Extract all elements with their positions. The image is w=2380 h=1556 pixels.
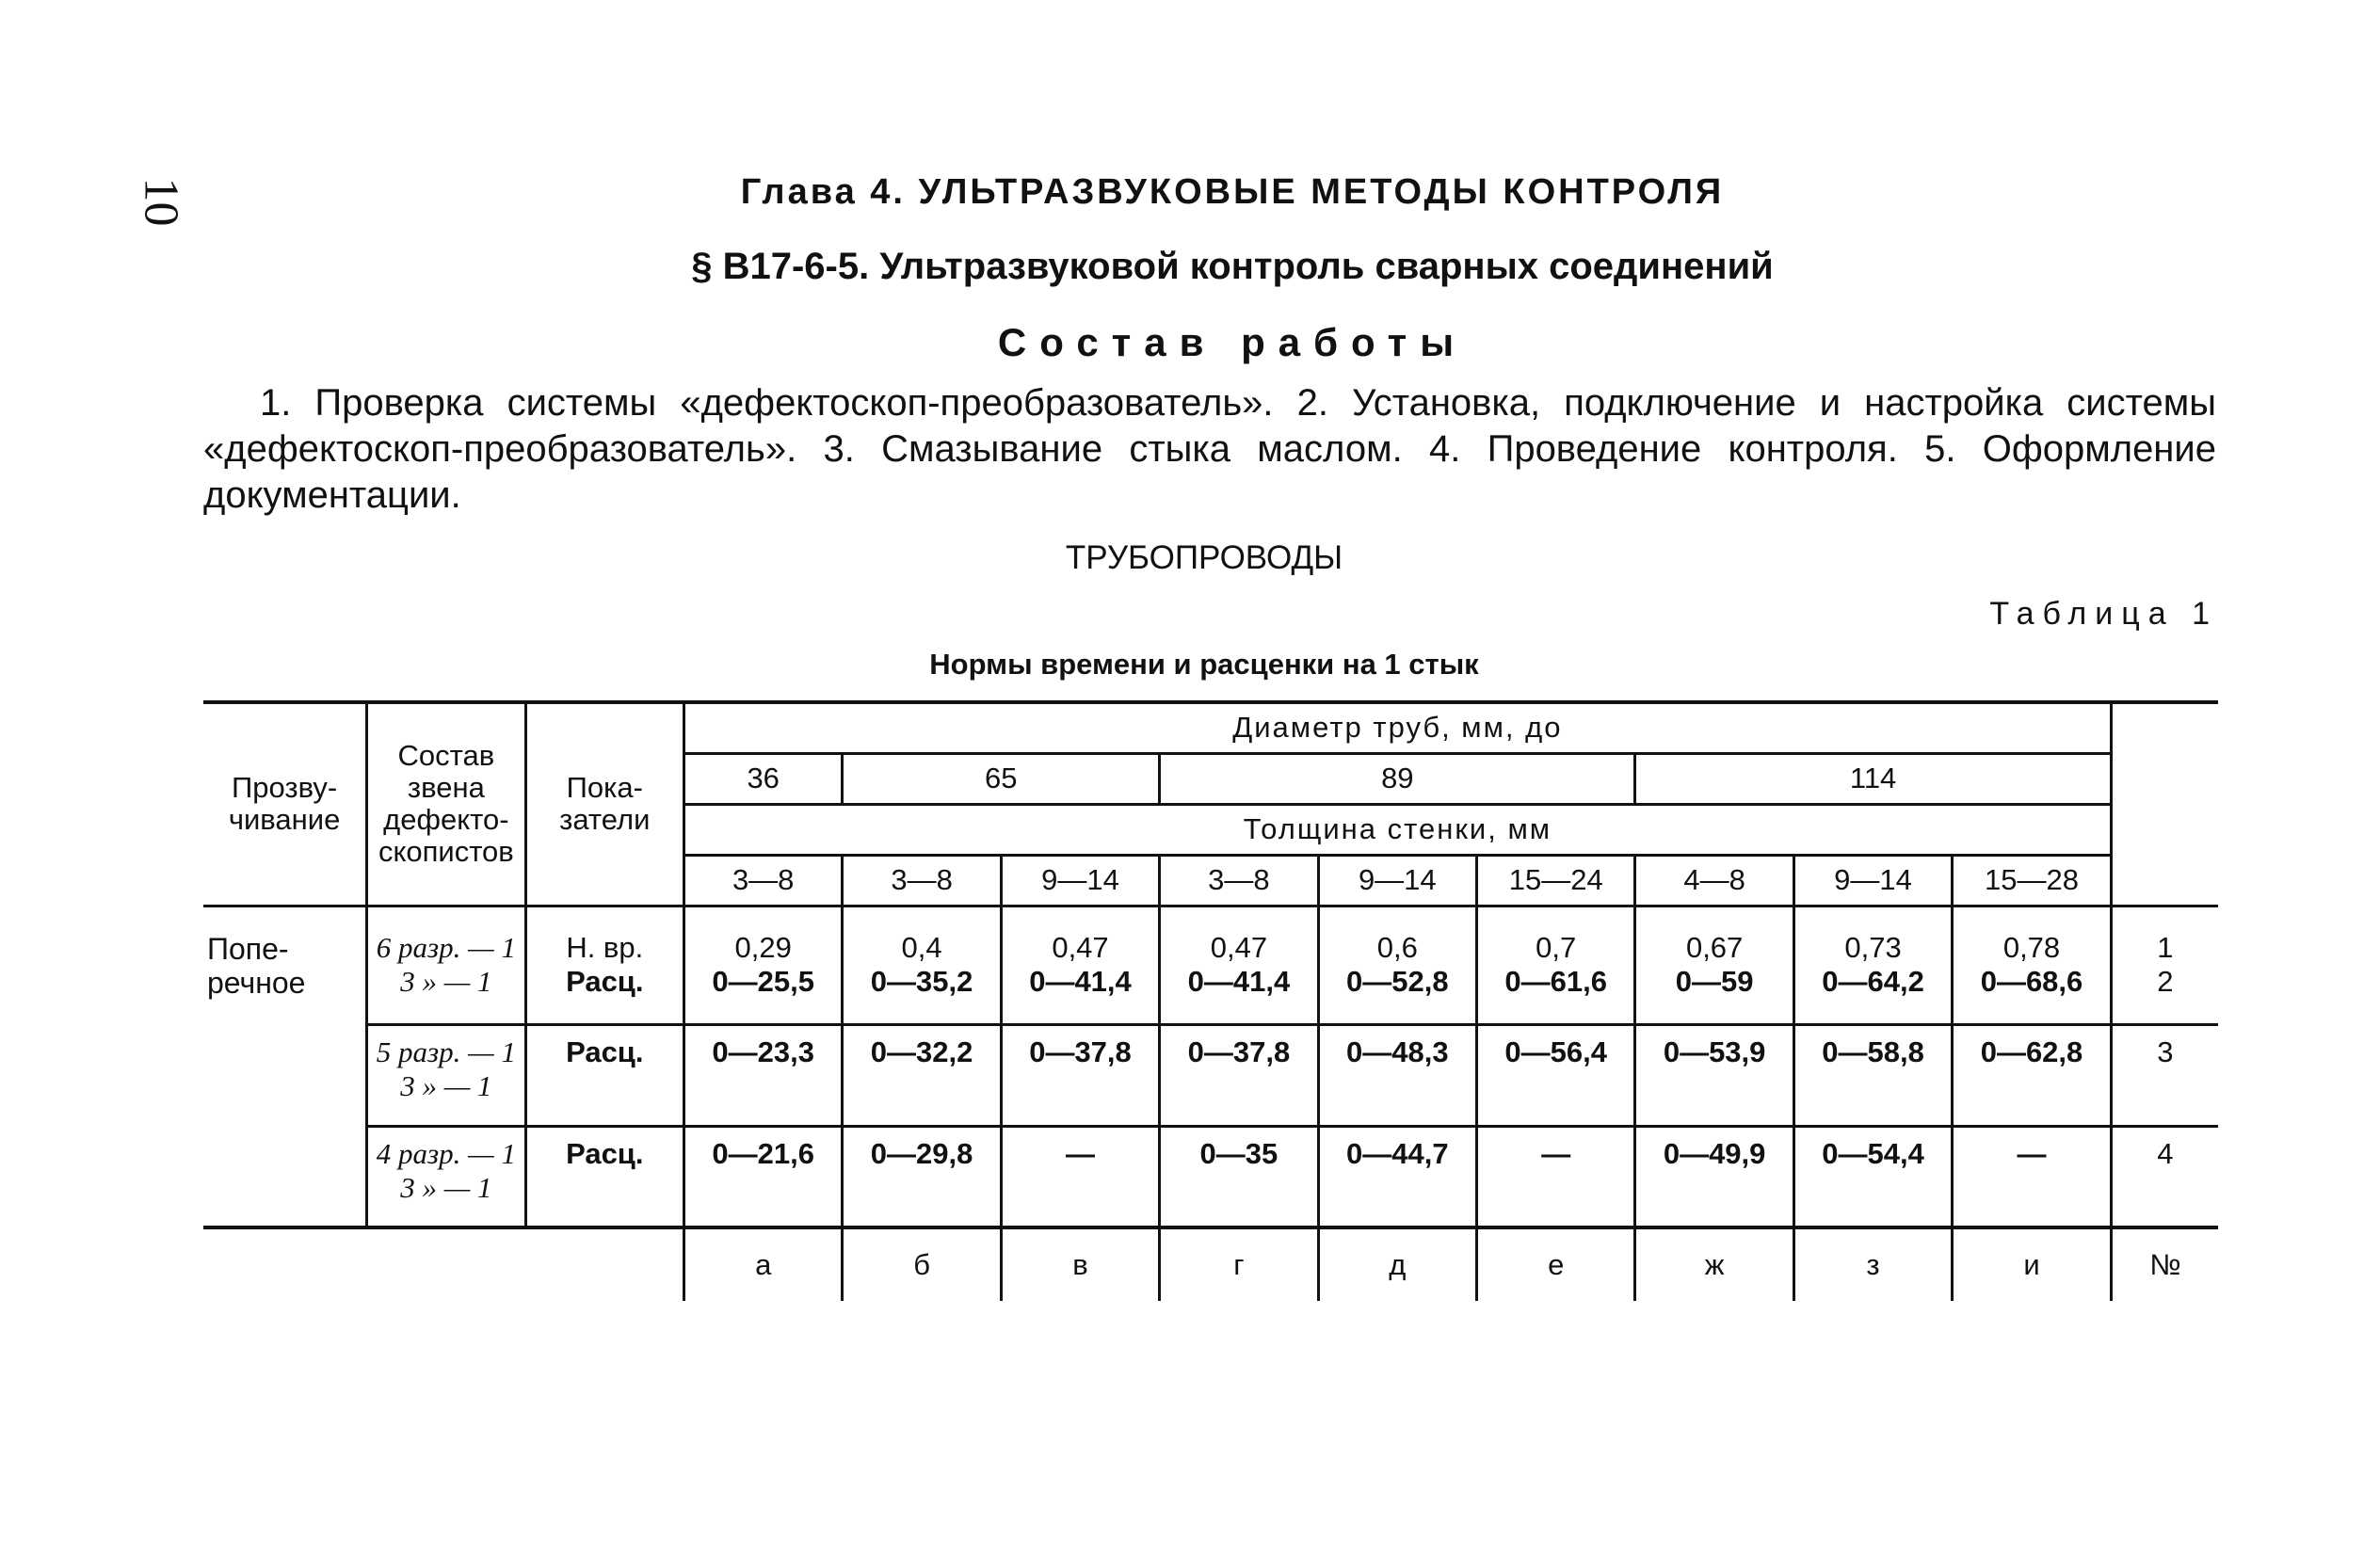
diameter-65: 65 bbox=[843, 753, 1160, 804]
value-cell bbox=[683, 906, 842, 1024]
column-letter: б bbox=[843, 1227, 1001, 1301]
time-value: 0,7 bbox=[1536, 931, 1577, 964]
rate-value: 0—62,8 bbox=[1953, 1024, 2112, 1126]
chapter-heading: Глава 4. УЛЬТРАЗВУКОВЫЕ МЕТОДЫ КОНТРОЛЯ bbox=[740, 172, 1725, 212]
table-row bbox=[203, 1024, 2218, 1126]
rate-value: 0—49,9 bbox=[1635, 1126, 1793, 1227]
diameter-header: Диаметр труб, мм, до bbox=[683, 702, 2111, 753]
diameter-89: 89 bbox=[1160, 753, 1635, 804]
rate-value: 0—59 bbox=[1675, 965, 1754, 998]
thickness-a: 3—8 bbox=[683, 855, 842, 906]
column-letter: в bbox=[1001, 1227, 1159, 1301]
letters-blank bbox=[367, 1227, 525, 1301]
rate-value: 0—32,2 bbox=[843, 1024, 1001, 1126]
rate-value: 0—35,2 bbox=[870, 965, 973, 998]
time-value: 0,47 bbox=[1210, 931, 1268, 964]
thickness-e: 9—14 bbox=[1318, 855, 1476, 906]
time-value: 0,6 bbox=[1376, 931, 1418, 964]
indicator-cell bbox=[525, 906, 683, 1024]
rate-value: 0—35 bbox=[1160, 1126, 1318, 1227]
norms-table bbox=[203, 700, 2218, 1301]
rate-value: 0—53,9 bbox=[1635, 1024, 1793, 1126]
letters-blank bbox=[525, 1227, 683, 1301]
column-letter: г bbox=[1160, 1227, 1318, 1301]
value-cell bbox=[1160, 906, 1318, 1024]
table-caption: Нормы времени и расценки на 1 стык bbox=[929, 648, 1479, 681]
rate-value: 0—29,8 bbox=[843, 1126, 1001, 1227]
thickness-f: 15—24 bbox=[1477, 855, 1635, 906]
column-letter: ж bbox=[1635, 1227, 1793, 1301]
sounding-cell bbox=[203, 906, 367, 1227]
letters-blank bbox=[203, 1227, 367, 1301]
table-row bbox=[203, 906, 2218, 1024]
time-value: 0,78 bbox=[2002, 931, 2061, 964]
indicator-cell: Расц. bbox=[525, 1024, 683, 1126]
pipelines-subheading: ТРУБОПРОВОДЫ bbox=[1065, 539, 1343, 576]
indicator-cell: Расц. bbox=[525, 1126, 683, 1227]
sounding-value: Попе-речное bbox=[207, 931, 306, 1000]
crew-line: 3 » — 1 bbox=[400, 965, 492, 998]
thickness-d: 3—8 bbox=[1160, 855, 1318, 906]
time-value: 0,47 bbox=[1052, 931, 1109, 964]
crew-line: 3 » — 1 bbox=[400, 1170, 492, 1204]
number-symbol: № bbox=[2111, 1227, 2218, 1301]
col-header-indicators bbox=[525, 702, 683, 906]
row-number: 1 bbox=[2157, 931, 2174, 964]
time-value: 0,67 bbox=[1685, 931, 1744, 964]
column-letter: д bbox=[1318, 1227, 1476, 1301]
col-header-sounding-text: Прозву-чивание bbox=[228, 771, 341, 837]
crew-line: 3 » — 1 bbox=[400, 1068, 492, 1102]
rate-value: 0—54,4 bbox=[1793, 1126, 1952, 1227]
section-heading: § В17-6-5. Ультразвуковой контроль сварных соединений bbox=[691, 246, 1774, 287]
table-label: Таблица 1 bbox=[1989, 596, 2218, 632]
table-row bbox=[203, 1126, 2218, 1227]
crew-cell bbox=[367, 906, 525, 1024]
diameter-114: 114 bbox=[1635, 753, 2111, 804]
col-header-indicators-text: Пока-затели bbox=[559, 771, 651, 837]
rate-value: 0—23,3 bbox=[683, 1024, 842, 1126]
rate-value: 0—37,8 bbox=[1160, 1024, 1318, 1126]
column-letter: и bbox=[1953, 1227, 2112, 1301]
time-value: 0,29 bbox=[734, 931, 792, 964]
crew-line: 5 разр. — 1 bbox=[376, 1035, 516, 1068]
col-header-sounding bbox=[203, 702, 367, 906]
diameter-36: 36 bbox=[683, 753, 842, 804]
value-cell bbox=[1793, 906, 1952, 1024]
rate-value: 0—21,6 bbox=[683, 1126, 842, 1227]
thickness-b: 3—8 bbox=[843, 855, 1001, 906]
rate-value: — bbox=[1953, 1126, 2112, 1227]
value-cell bbox=[1001, 906, 1159, 1024]
crew-line: 6 разр. — 1 bbox=[376, 931, 516, 964]
time-value: 0,73 bbox=[1844, 931, 1902, 964]
rate-value: 0—44,7 bbox=[1318, 1126, 1476, 1227]
rate-value: 0—56,4 bbox=[1477, 1024, 1635, 1126]
thickness-h: 9—14 bbox=[1793, 855, 1952, 906]
indicator-rate: Расц. bbox=[566, 965, 644, 998]
row-number-cell: 4 bbox=[2111, 1126, 2218, 1227]
row-number: 2 bbox=[2157, 965, 2174, 998]
row-number-cell: 3 bbox=[2111, 1024, 2218, 1126]
value-cell bbox=[1953, 906, 2112, 1024]
crew-cell bbox=[367, 1126, 525, 1227]
work-composition-text: 1. Проверка системы «дефектоскоп-преобразователь». 2. Установка, подключение и настройка системы «дефектоскоп-преобразователь». 3. Смазывание стыка маслом. 4. Проведение контроля. 5. Оформление документации. bbox=[203, 382, 2216, 516]
col-header-crew bbox=[367, 702, 525, 906]
value-cell bbox=[1318, 906, 1476, 1024]
rate-value: 0—41,4 bbox=[1029, 965, 1132, 998]
rate-value: 0—68,6 bbox=[1980, 965, 2083, 998]
value-cell bbox=[843, 906, 1001, 1024]
indicator-time: Н. вр. bbox=[566, 931, 644, 964]
thickness-i: 15—28 bbox=[1953, 855, 2112, 906]
value-cell bbox=[1635, 906, 1793, 1024]
rate-value: 0—48,3 bbox=[1318, 1024, 1476, 1126]
rate-value: 0—41,4 bbox=[1187, 965, 1291, 998]
rate-value: 0—64,2 bbox=[1822, 965, 1924, 998]
thickness-header: Толщина стенки, мм bbox=[683, 804, 2111, 855]
thickness-c: 9—14 bbox=[1001, 855, 1159, 906]
thickness-g: 4—8 bbox=[1635, 855, 1793, 906]
work-composition-title: Состав работы bbox=[997, 320, 1468, 364]
column-letter: з bbox=[1793, 1227, 1952, 1301]
column-letter: а bbox=[683, 1227, 842, 1301]
row-number-cell bbox=[2111, 906, 2218, 1024]
col-header-crew-text: Состав звена дефекто-скопистов bbox=[378, 739, 514, 869]
time-value: 0,4 bbox=[901, 931, 942, 964]
page-number: 10 bbox=[134, 177, 188, 227]
rate-value: 0—37,8 bbox=[1001, 1024, 1159, 1126]
column-letter: е bbox=[1477, 1227, 1635, 1301]
rate-value: — bbox=[1001, 1126, 1159, 1227]
crew-line: 4 разр. — 1 bbox=[376, 1136, 516, 1170]
rate-value: 0—61,6 bbox=[1504, 965, 1607, 998]
crew-cell bbox=[367, 1024, 525, 1126]
rate-value: 0—52,8 bbox=[1346, 965, 1449, 998]
rate-value: 0—25,5 bbox=[712, 965, 814, 998]
value-cell bbox=[1477, 906, 1635, 1024]
rate-value: 0—58,8 bbox=[1793, 1024, 1952, 1126]
rate-value: — bbox=[1477, 1126, 1635, 1227]
row-number-header bbox=[2111, 702, 2218, 906]
